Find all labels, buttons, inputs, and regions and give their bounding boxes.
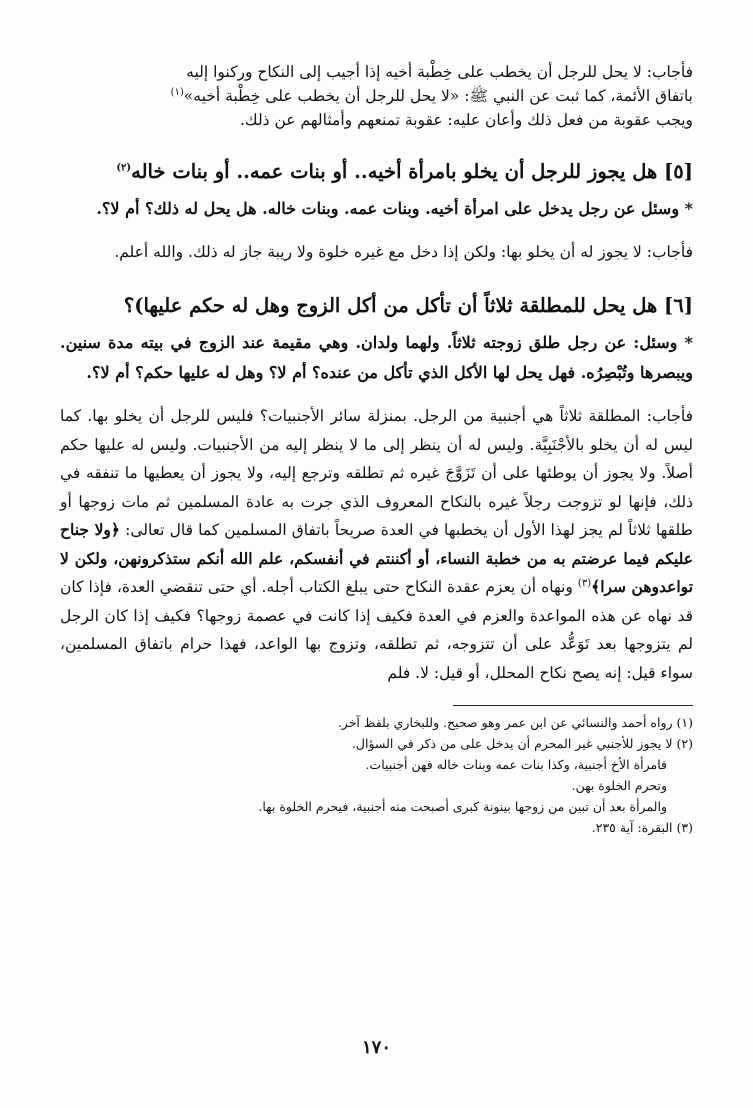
footnote-2-line-4: والمرأة بعد أن تبين من زوجها بينونة كبرى أصبحت منه أجنبية، فيحرم الخلوة بها. — [258, 799, 667, 814]
section-5-answer: فأجاب: لا يجوز له أن يخلو بها: ولكن إذا دخل مع غيره خلوة ولا ريبة جاز له ذلك. والله أعلم. — [114, 243, 693, 261]
answer-1-line-2 — [60, 84, 693, 108]
footnote-2-line-2: فامرأة الأخ أجنبية، وكذا بنات عمه وبنات خاله فهن أجنبيات. — [365, 757, 667, 772]
footnote-ref-2[interactable]: (٢) — [116, 162, 132, 174]
page-content — [60, 60, 693, 1068]
footnote-divider — [453, 705, 693, 706]
section-5-question: * وسئل عن رجل يدخل على امرأة أخيه. وبنات عمه. وبنات خاله. هل يحل له ذلك؟ أم لا؟. — [96, 199, 693, 218]
footnote-ref-3[interactable]: (٣) — [577, 577, 592, 589]
footnote-1: (١) رواه أحمد والنسائي عن ابن عمر وهو صحيح. وللبخاري بلفظ آخر. — [337, 715, 693, 730]
section-5-heading-text: [٥] هل يجوز للرجل أن يخلو بامرأة أخيه.. أو بنات عمه.. أو بنات خاله — [131, 160, 693, 183]
page-number: ١٧٠ — [361, 1037, 391, 1058]
answer-1-line-2-text: باتفاق الأئمة، كما ثبت عن النبي ﷺ: «لا يحل للرجل أن يخطب على خِطْبة أخيه» — [183, 87, 693, 105]
answer-1-line-1: فأجاب: لا يحل للرجل أن يخطب على خِطْبة أخيه إذا أجيب إلى النكاح وركنوا إليه — [186, 63, 693, 81]
footnote-3: (٣) البقرة: آية ٢٣٥. — [591, 820, 693, 835]
footnotes — [60, 712, 693, 838]
quran-verse: ﴿ولا جناح عليكم فيما عرضتم به من خطبة النساء، أو أكننتم في أنفسكم، علم الله أنكم ستذكرونهن، ولكن لا تواعدوهن سرا﴾ — [60, 520, 694, 596]
footnote-2: (٢) لا يجوز للأجنبي غير المحرم أن يدخل على من ذكر في السؤال. — [351, 736, 693, 751]
answer-1 — [60, 60, 693, 132]
footnote-ref-1[interactable]: (١) — [170, 86, 184, 98]
section-6-answer-part-2: ونهاه أن يعزم عقدة النكاح حتى يبلغ الكتاب أجله. أي حتى تنقضي العدة، فإذا كان قد نهاه عن هذه المواعدة والعزم في العدة فكيف إذا كانت في عصمة زوجها؟ فكيف إذا كان الرجل لم يتزوجها بعد تَوَعُّد على أن تتزوجه، ثم تطلقه، وتزوج بها الواعد، فهذا حرام باتفاق المسلمين، سواء قيل: إنه يصح نكاح المحلل، أو قيل: لا. فلم — [60, 578, 693, 682]
section-6-heading: [٦] هل يحل للمطلقة ثلاثاً أن تأكل من أكل الزوج وهل له حكم عليها)؟ — [123, 294, 693, 317]
section-6-question: * وسئل: عن رجل طلق زوجته ثلاثاً. ولهما ولدان. وهي مقيمة عند الزوج في بيته مدة سنين. ويبصرها وتُبْصِرُه. فهل يحل لها الأكل الذي تأكل من عنده؟ أم لا؟ وهل له عليها حكم؟ أم لا؟. — [60, 333, 693, 382]
footnote-2-line-3: وتحرم الخلوة بهن. — [571, 778, 667, 793]
section-6-answer-part-1: فأجاب: المطلقة ثلاثاً هي أجنبية من الرجل. بمنزلة سائر الأجنبيات؟ فليس للرجل أن يخلو بها. كما ليس له أن يخلو بالأجْنَبِيَّة. وليس له أن ينظر إلى ما لا ينظر إليه من الأجنبيات. وليس له عليها حكم أصلاً. ولا يجوز أن يوطئها على أن تَزَوَّجَ غيره ثم تطلقه وترجع إليه، ولا يجوز أن يعطيها ما تنفقه في ذلك، فإنها لو تزوجت رجلاً غيره بالنكاح المعروف الذي جرت به عادة المسلمين ثم مات زوجها أو طلقها ثلاثاً لم يجز لهذا الأول أن يخطبها في العدة صريحاً باتفاق المسلمين كما قال تعالى: — [60, 407, 693, 539]
answer-1-line-3: ويجب عقوبة من فعل ذلك وأعان عليه: عقوبة تمنعهم وأمثالهم عن ذلك. — [239, 111, 693, 129]
section-5-heading — [60, 156, 693, 188]
section-6-answer — [60, 402, 693, 687]
